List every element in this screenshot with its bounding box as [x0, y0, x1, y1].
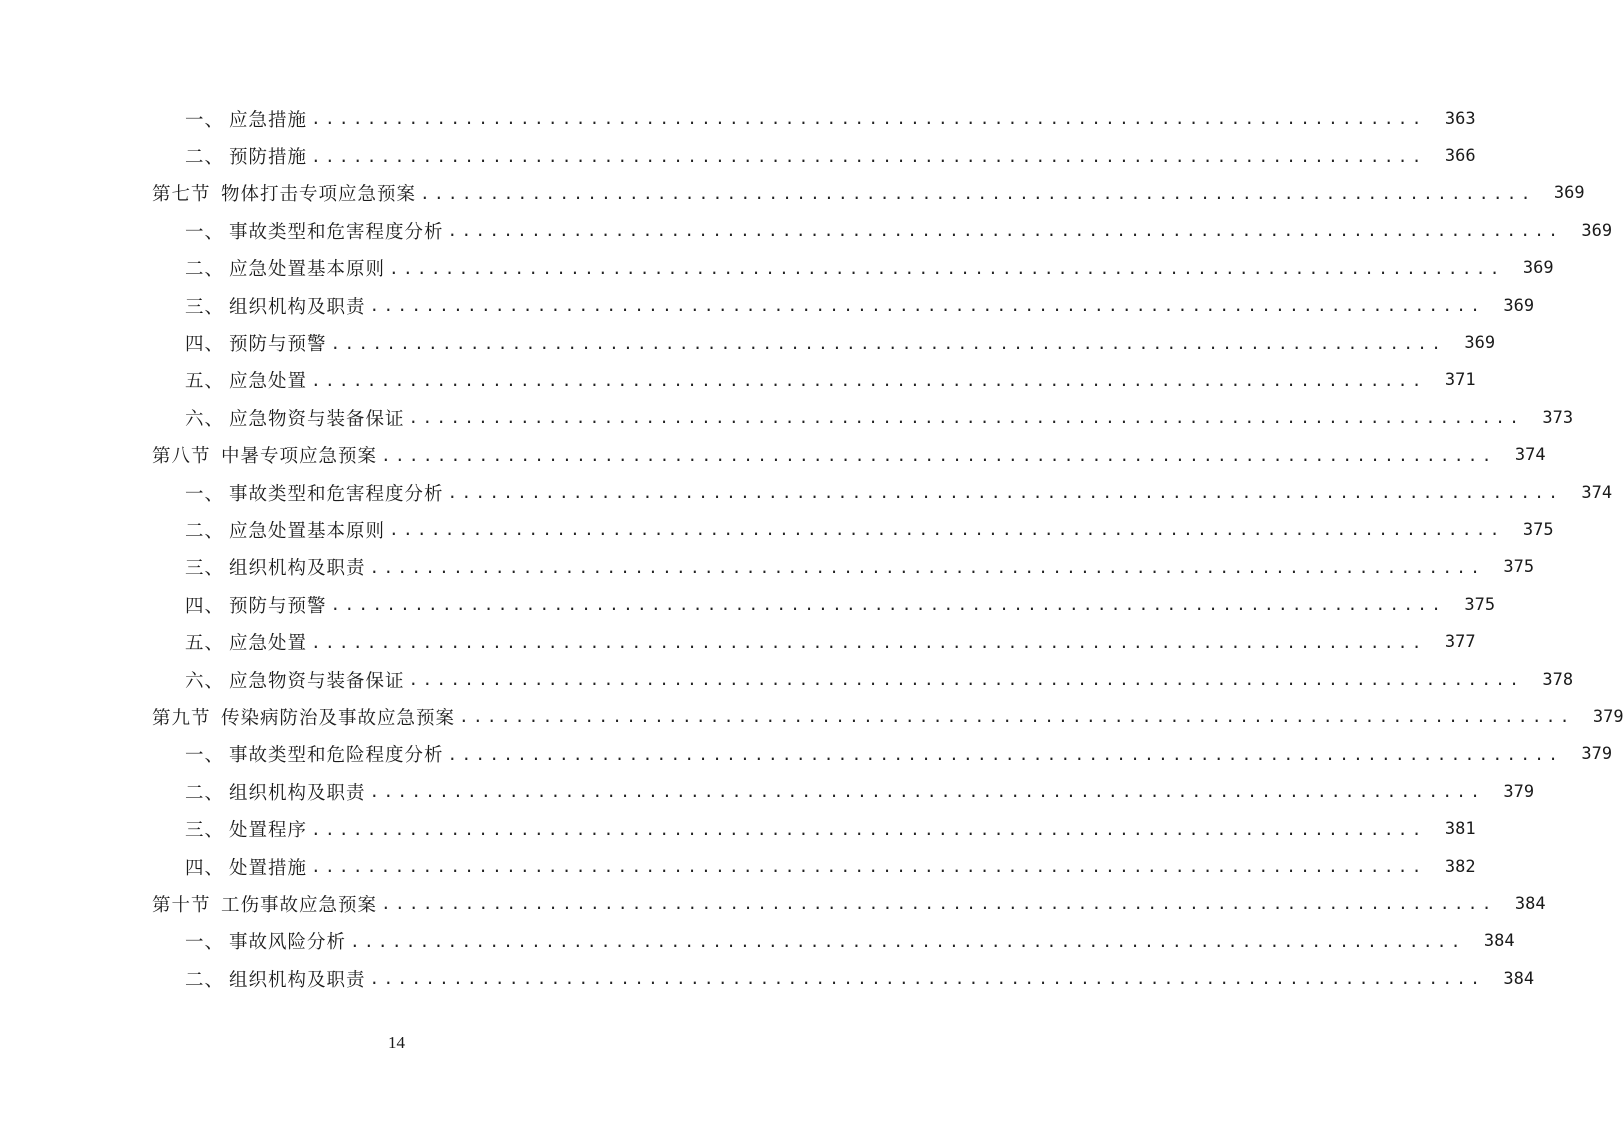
- table-of-contents: [0, 100, 1624, 997]
- toc-entry-number: 二、: [185, 782, 225, 804]
- toc-subsection-entry[interactable]: [0, 324, 1496, 361]
- toc-dot-leader: ................................................................................: [311, 632, 1426, 652]
- toc-subsection-entry[interactable]: [0, 736, 1613, 773]
- toc-entry-title: 组织机构及职责: [229, 969, 366, 991]
- toc-dot-leader: ................................................................................: [311, 370, 1426, 390]
- toc-dot-leader: ................................................................................: [447, 483, 1563, 503]
- toc-dot-leader: ................................................................................: [311, 857, 1426, 876]
- toc-dot-leader: ................................................................................: [350, 931, 1465, 951]
- toc-dot-leader: ................................................................................: [330, 595, 1446, 615]
- toc-entry-page-number: 375: [1503, 557, 1535, 578]
- toc-entry-title: 应急处置: [229, 371, 308, 393]
- toc-subsection-entry[interactable]: [0, 848, 1476, 885]
- toc-subsection-entry[interactable]: [0, 250, 1554, 287]
- toc-section-entry[interactable]: [0, 698, 1624, 735]
- toc-entry-number: 一、: [185, 483, 225, 505]
- toc-subsection-entry[interactable]: [0, 661, 1574, 698]
- toc-entry-title: 处置程序: [229, 820, 308, 842]
- toc-entry-title: 应急处置基本原则: [229, 259, 386, 281]
- toc-entry-number: 第八节: [152, 446, 211, 468]
- toc-dot-leader: ................................................................................: [389, 258, 1504, 278]
- toc-entry-page-number: 382: [1444, 856, 1476, 877]
- toc-dot-leader: ................................................................................: [420, 183, 1535, 203]
- toc-entry-title: 传染病防治及事故应急预案: [221, 707, 456, 729]
- toc-entry-number: 四、: [185, 857, 225, 879]
- toc-dot-leader: ................................................................................: [447, 221, 1563, 241]
- toc-dot-leader: ................................................................................: [369, 557, 1485, 577]
- toc-dot-leader: ................................................................................: [311, 109, 1426, 129]
- toc-entry-number: 三、: [185, 558, 225, 580]
- toc-entry-page-number: 378: [1542, 669, 1574, 690]
- toc-entry-title: 应急措施: [229, 109, 308, 131]
- toc-dot-leader: ................................................................................: [369, 296, 1485, 316]
- toc-subsection-entry[interactable]: [0, 137, 1476, 174]
- toc-entry-page-number: 379: [1581, 744, 1613, 765]
- toc-entry-number: 一、: [185, 932, 225, 954]
- toc-dot-leader: ................................................................................: [311, 146, 1426, 166]
- toc-dot-leader: ................................................................................: [447, 744, 1563, 764]
- toc-entry-number: 五、: [185, 371, 225, 393]
- toc-entry-page-number: 374: [1581, 482, 1613, 503]
- toc-subsection-entry[interactable]: [0, 960, 1535, 997]
- toc-entry-page-number: 369: [1581, 220, 1613, 241]
- toc-subsection-entry[interactable]: [0, 511, 1554, 548]
- toc-section-entry[interactable]: [0, 885, 1546, 922]
- toc-entry-page-number: 373: [1542, 407, 1574, 428]
- toc-dot-leader: ................................................................................: [369, 782, 1485, 802]
- toc-entry-title: 预防与预警: [229, 334, 327, 356]
- toc-entry-page-number: 379: [1592, 706, 1624, 727]
- toc-entry-number: 六、: [185, 670, 225, 692]
- toc-entry-number: 二、: [185, 147, 225, 169]
- toc-entry-number: 四、: [185, 334, 225, 356]
- toc-entry-page-number: 375: [1464, 594, 1496, 615]
- toc-subsection-entry[interactable]: [0, 923, 1515, 960]
- toc-entry-title: 事故类型和危险程度分析: [229, 745, 444, 767]
- toc-entry-number: 三、: [185, 296, 225, 318]
- toc-entry-page-number: 377: [1444, 632, 1476, 653]
- toc-entry-title: 组织机构及职责: [229, 558, 366, 580]
- toc-dot-leader: ................................................................................: [408, 408, 1524, 428]
- toc-entry-number: 一、: [185, 221, 225, 243]
- toc-entry-page-number: 384: [1483, 931, 1515, 952]
- toc-section-entry[interactable]: [0, 437, 1546, 474]
- toc-dot-leader: ................................................................................: [408, 670, 1524, 690]
- toc-entry-title: 工伤事故应急预案: [221, 894, 378, 916]
- toc-entry-page-number: 366: [1444, 146, 1476, 167]
- toc-dot-leader: ................................................................................: [381, 445, 1496, 465]
- toc-subsection-entry[interactable]: [0, 549, 1535, 586]
- toc-entry-title: 应急处置: [229, 633, 308, 655]
- toc-entry-number: 二、: [185, 259, 225, 281]
- toc-entry-page-number: 369: [1522, 258, 1554, 279]
- toc-dot-leader: ................................................................................: [311, 819, 1426, 839]
- toc-entry-title: 事故类型和危害程度分析: [229, 483, 444, 505]
- toc-dot-leader: ................................................................................: [459, 707, 1574, 727]
- toc-subsection-entry[interactable]: [0, 212, 1613, 249]
- toc-subsection-entry[interactable]: [0, 773, 1535, 810]
- toc-entry-title: 应急处置基本原则: [229, 520, 386, 542]
- toc-subsection-entry[interactable]: [0, 623, 1476, 660]
- toc-entry-number: 一、: [185, 109, 225, 131]
- toc-entry-number: 二、: [185, 520, 225, 542]
- toc-dot-leader: ................................................................................: [330, 333, 1446, 353]
- toc-entry-title: 应急物资与装备保证: [229, 408, 405, 430]
- toc-entry-title: 组织机构及职责: [229, 782, 366, 804]
- toc-entry-page-number: 375: [1522, 519, 1554, 540]
- toc-subsection-entry[interactable]: [0, 474, 1613, 511]
- toc-entry-title: 事故类型和危害程度分析: [229, 221, 444, 243]
- toc-entry-page-number: 363: [1444, 108, 1476, 129]
- toc-subsection-entry[interactable]: [0, 810, 1476, 847]
- page-number: 14: [388, 1033, 405, 1052]
- toc-entry-number: 五、: [185, 633, 225, 655]
- toc-entry-number: 四、: [185, 595, 225, 617]
- toc-dot-leader: ................................................................................: [381, 894, 1496, 914]
- toc-entry-page-number: 371: [1444, 370, 1476, 391]
- toc-section-entry[interactable]: [0, 175, 1585, 212]
- toc-entry-title: 预防与预警: [229, 595, 327, 617]
- toc-dot-leader: ................................................................................: [389, 520, 1504, 540]
- toc-entry-number: 三、: [185, 820, 225, 842]
- toc-entry-number: 一、: [185, 745, 225, 767]
- toc-entry-page-number: 384: [1514, 893, 1546, 914]
- toc-entry-number: 二、: [185, 969, 225, 991]
- toc-entry-page-number: 369: [1553, 183, 1585, 204]
- toc-subsection-entry[interactable]: [0, 399, 1574, 436]
- toc-entry-page-number: 379: [1503, 781, 1535, 802]
- toc-entry-title: 组织机构及职责: [229, 296, 366, 318]
- toc-subsection-entry[interactable]: [0, 100, 1476, 137]
- toc-entry-page-number: 384: [1503, 968, 1535, 989]
- toc-entry-title: 物体打击专项应急预案: [221, 184, 417, 206]
- toc-entry-number: 第七节: [152, 184, 211, 206]
- toc-entry-number: 第十节: [152, 894, 211, 916]
- toc-entry-page-number: 374: [1514, 445, 1546, 466]
- toc-entry-page-number: 369: [1503, 295, 1535, 316]
- toc-entry-page-number: 369: [1464, 333, 1496, 354]
- toc-entry-page-number: 381: [1444, 819, 1476, 840]
- toc-entry-title: 中暑专项应急预案: [221, 446, 378, 468]
- toc-entry-title: 事故风险分析: [229, 932, 347, 954]
- toc-entry-number: 六、: [185, 408, 225, 430]
- toc-entry-title: 预防措施: [229, 147, 308, 169]
- toc-dot-leader: ................................................................................: [369, 969, 1485, 989]
- toc-entry-number: 第九节: [152, 707, 211, 729]
- toc-subsection-entry[interactable]: [0, 586, 1496, 623]
- toc-entry-title: 处置措施: [229, 857, 308, 879]
- toc-subsection-entry[interactable]: [0, 362, 1476, 399]
- toc-subsection-entry[interactable]: [0, 287, 1535, 324]
- toc-entry-title: 应急物资与装备保证: [229, 670, 405, 692]
